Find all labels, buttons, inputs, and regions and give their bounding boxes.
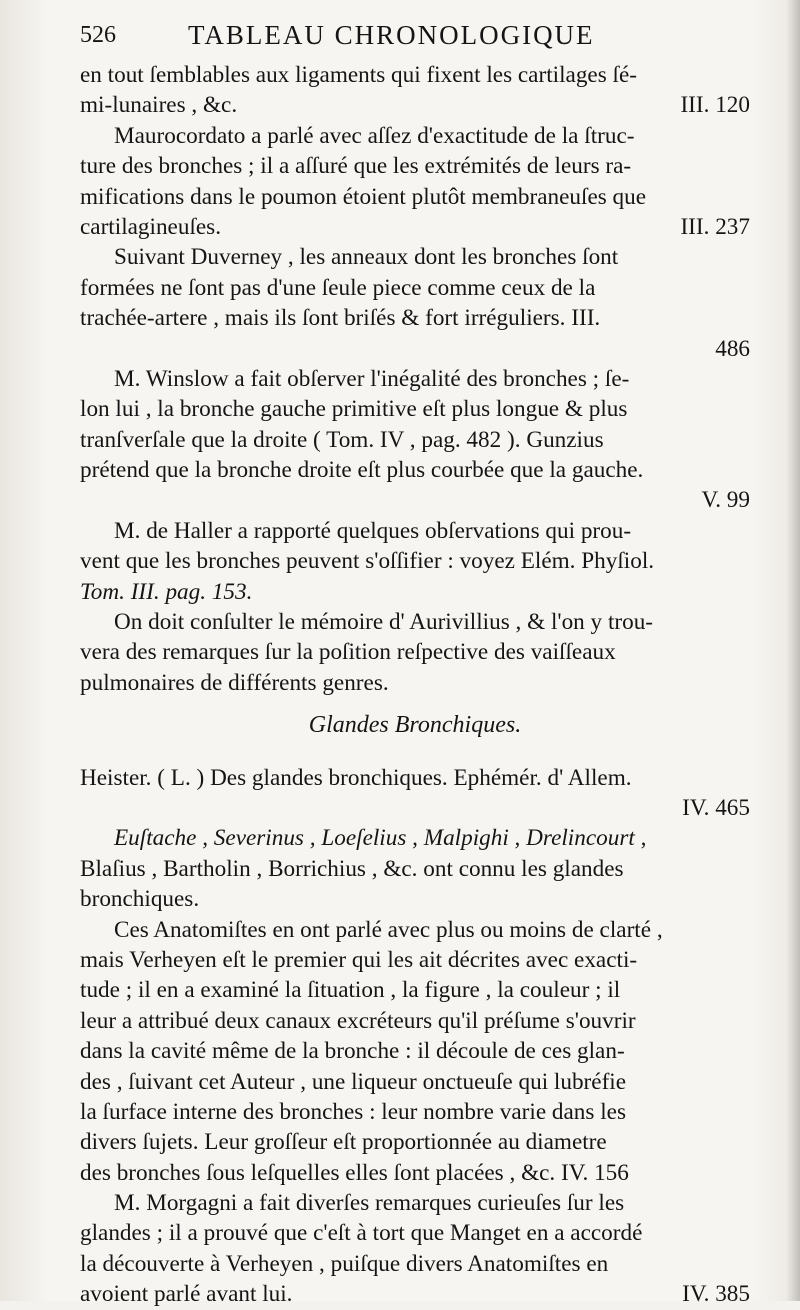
text-line: prétend que la bronche droite eſt plus courbée que la gauche.	[80, 457, 644, 484]
text-line: tude ; il en a examiné la ſituation , la figure , la couleur ; il	[80, 977, 621, 1004]
page-number: 526	[80, 22, 116, 48]
text-line: la ſurface interne des bronches : leur nombre varie dans les	[80, 1098, 626, 1125]
text-line: ture des bronches ; il a aſſuré que les extrémités de leurs ra-	[80, 153, 632, 180]
paragraph-heister: Heister. ( L. ) Des glandes bronchiques. Ephémér. d' Allem.	[80, 764, 632, 791]
reference: V. 99	[701, 487, 750, 514]
paragraph-haller: M. de Haller a rapporté quelques obſervations qui prou-	[114, 517, 632, 544]
text-line: mi-lunaires , &c. III. 120	[80, 90, 750, 120]
text-line: divers ſujets. Leur groſſeur eſt proportionnée au diametre	[80, 1129, 607, 1156]
text-line: Tom. III. pag. 153.	[80, 578, 253, 605]
page-title: TABLEAU CHRONOLOGIQUE	[188, 20, 595, 50]
text-line: mifications dans le poumon étoient plutôt membraneuſes que	[80, 183, 647, 210]
text-line: des bronches ſous leſquelles elles ſont placées , &c. IV. 156	[80, 1159, 629, 1186]
reference: III. 120	[680, 92, 750, 119]
text-line: lon lui , la bronche gauche primitive eſt plus longue & plus	[80, 396, 628, 423]
text-line: vera des remarques ſur la poſition reſpective des vaiſſeaux	[80, 639, 616, 666]
paragraph-verheyen: Ces Anatomiſtes en ont parlé avec plus ou moins de clarté ,	[114, 916, 663, 943]
reference: 486	[715, 335, 750, 362]
reference: IV. 465	[682, 794, 750, 821]
text-line: Blaſius , Bartholin , Borrichius , &c. ont connu les glandes	[80, 855, 624, 882]
running-header	[80, 20, 760, 56]
reference: III. 237	[680, 213, 750, 240]
text-line: leur a attribué deux canaux excréteurs qu'il préſume s'ouvrir	[80, 1007, 636, 1034]
text-line: cartilagineuſes. III. 237	[80, 212, 750, 242]
text-line: mais Verheyen eſt le premier qui les ait décrites avec exacti-	[80, 946, 638, 973]
text-line: des , ſuivant cet Auteur , une liqueur onctueuſe qui lubréfie	[80, 1068, 627, 1095]
text-line: formées ne ſont pas d'une ſeule piece comme ceux de la	[80, 274, 596, 301]
text-line: en tout ſemblables aux ligaments qui fixent les cartilages ſé-	[80, 62, 637, 88]
text-line: dans la cavité même de la bronche : il découle de ces glan-	[80, 1038, 625, 1065]
reference: IV. 385	[682, 1281, 750, 1308]
text-line: bronchiques.	[80, 886, 200, 913]
text-line: trachée-artere , mais ils ſont briſés & fort irréguliers. III.	[80, 305, 601, 332]
paragraph-maurocordato: Maurocordato a parlé avec aſſez d'exactitude de la ſtruc-	[114, 122, 635, 149]
paragraph-duverney: Suivant Duverney , les anneaux dont les bronches ſont	[114, 244, 619, 271]
text-line: vent que les bronches peuvent s'oſſifier : voyez Elém. Phyſiol.	[80, 548, 655, 575]
text-line: la découverte à Verheyen , puiſque divers Anatomiſtes en	[80, 1250, 609, 1277]
page-edge-shadow	[786, 0, 800, 1301]
paragraph-aurivillius: On doit conſulter le mémoire d' Aurivillius , & l'on y trou-	[114, 609, 654, 636]
text-line: tranſverſale que la droite ( Tom. IV , pag. 482 ). Gunzius	[80, 426, 604, 453]
text-line: glandes ; il a prouvé que c'eſt à tort que Manget en a accordé	[80, 1220, 643, 1247]
paragraph-winslow: M. Winslow a fait obſerver l'inégalité des bronches ; ſe-	[114, 365, 630, 392]
text-line: avoient parlé avant lui. IV. 385	[80, 1279, 750, 1309]
page-text	[80, 60, 750, 1310]
section-heading: Glandes Bronchiques.	[308, 712, 522, 739]
paragraph-authors: Euſtache , Severinus , Loeſelius , Malpighi , Drelincourt ,	[114, 825, 647, 852]
text-line: pulmonaires de différents genres.	[80, 669, 389, 696]
paragraph-morgagni: M. Morgagni a fait diverſes remarques curieuſes ſur les	[114, 1190, 625, 1217]
